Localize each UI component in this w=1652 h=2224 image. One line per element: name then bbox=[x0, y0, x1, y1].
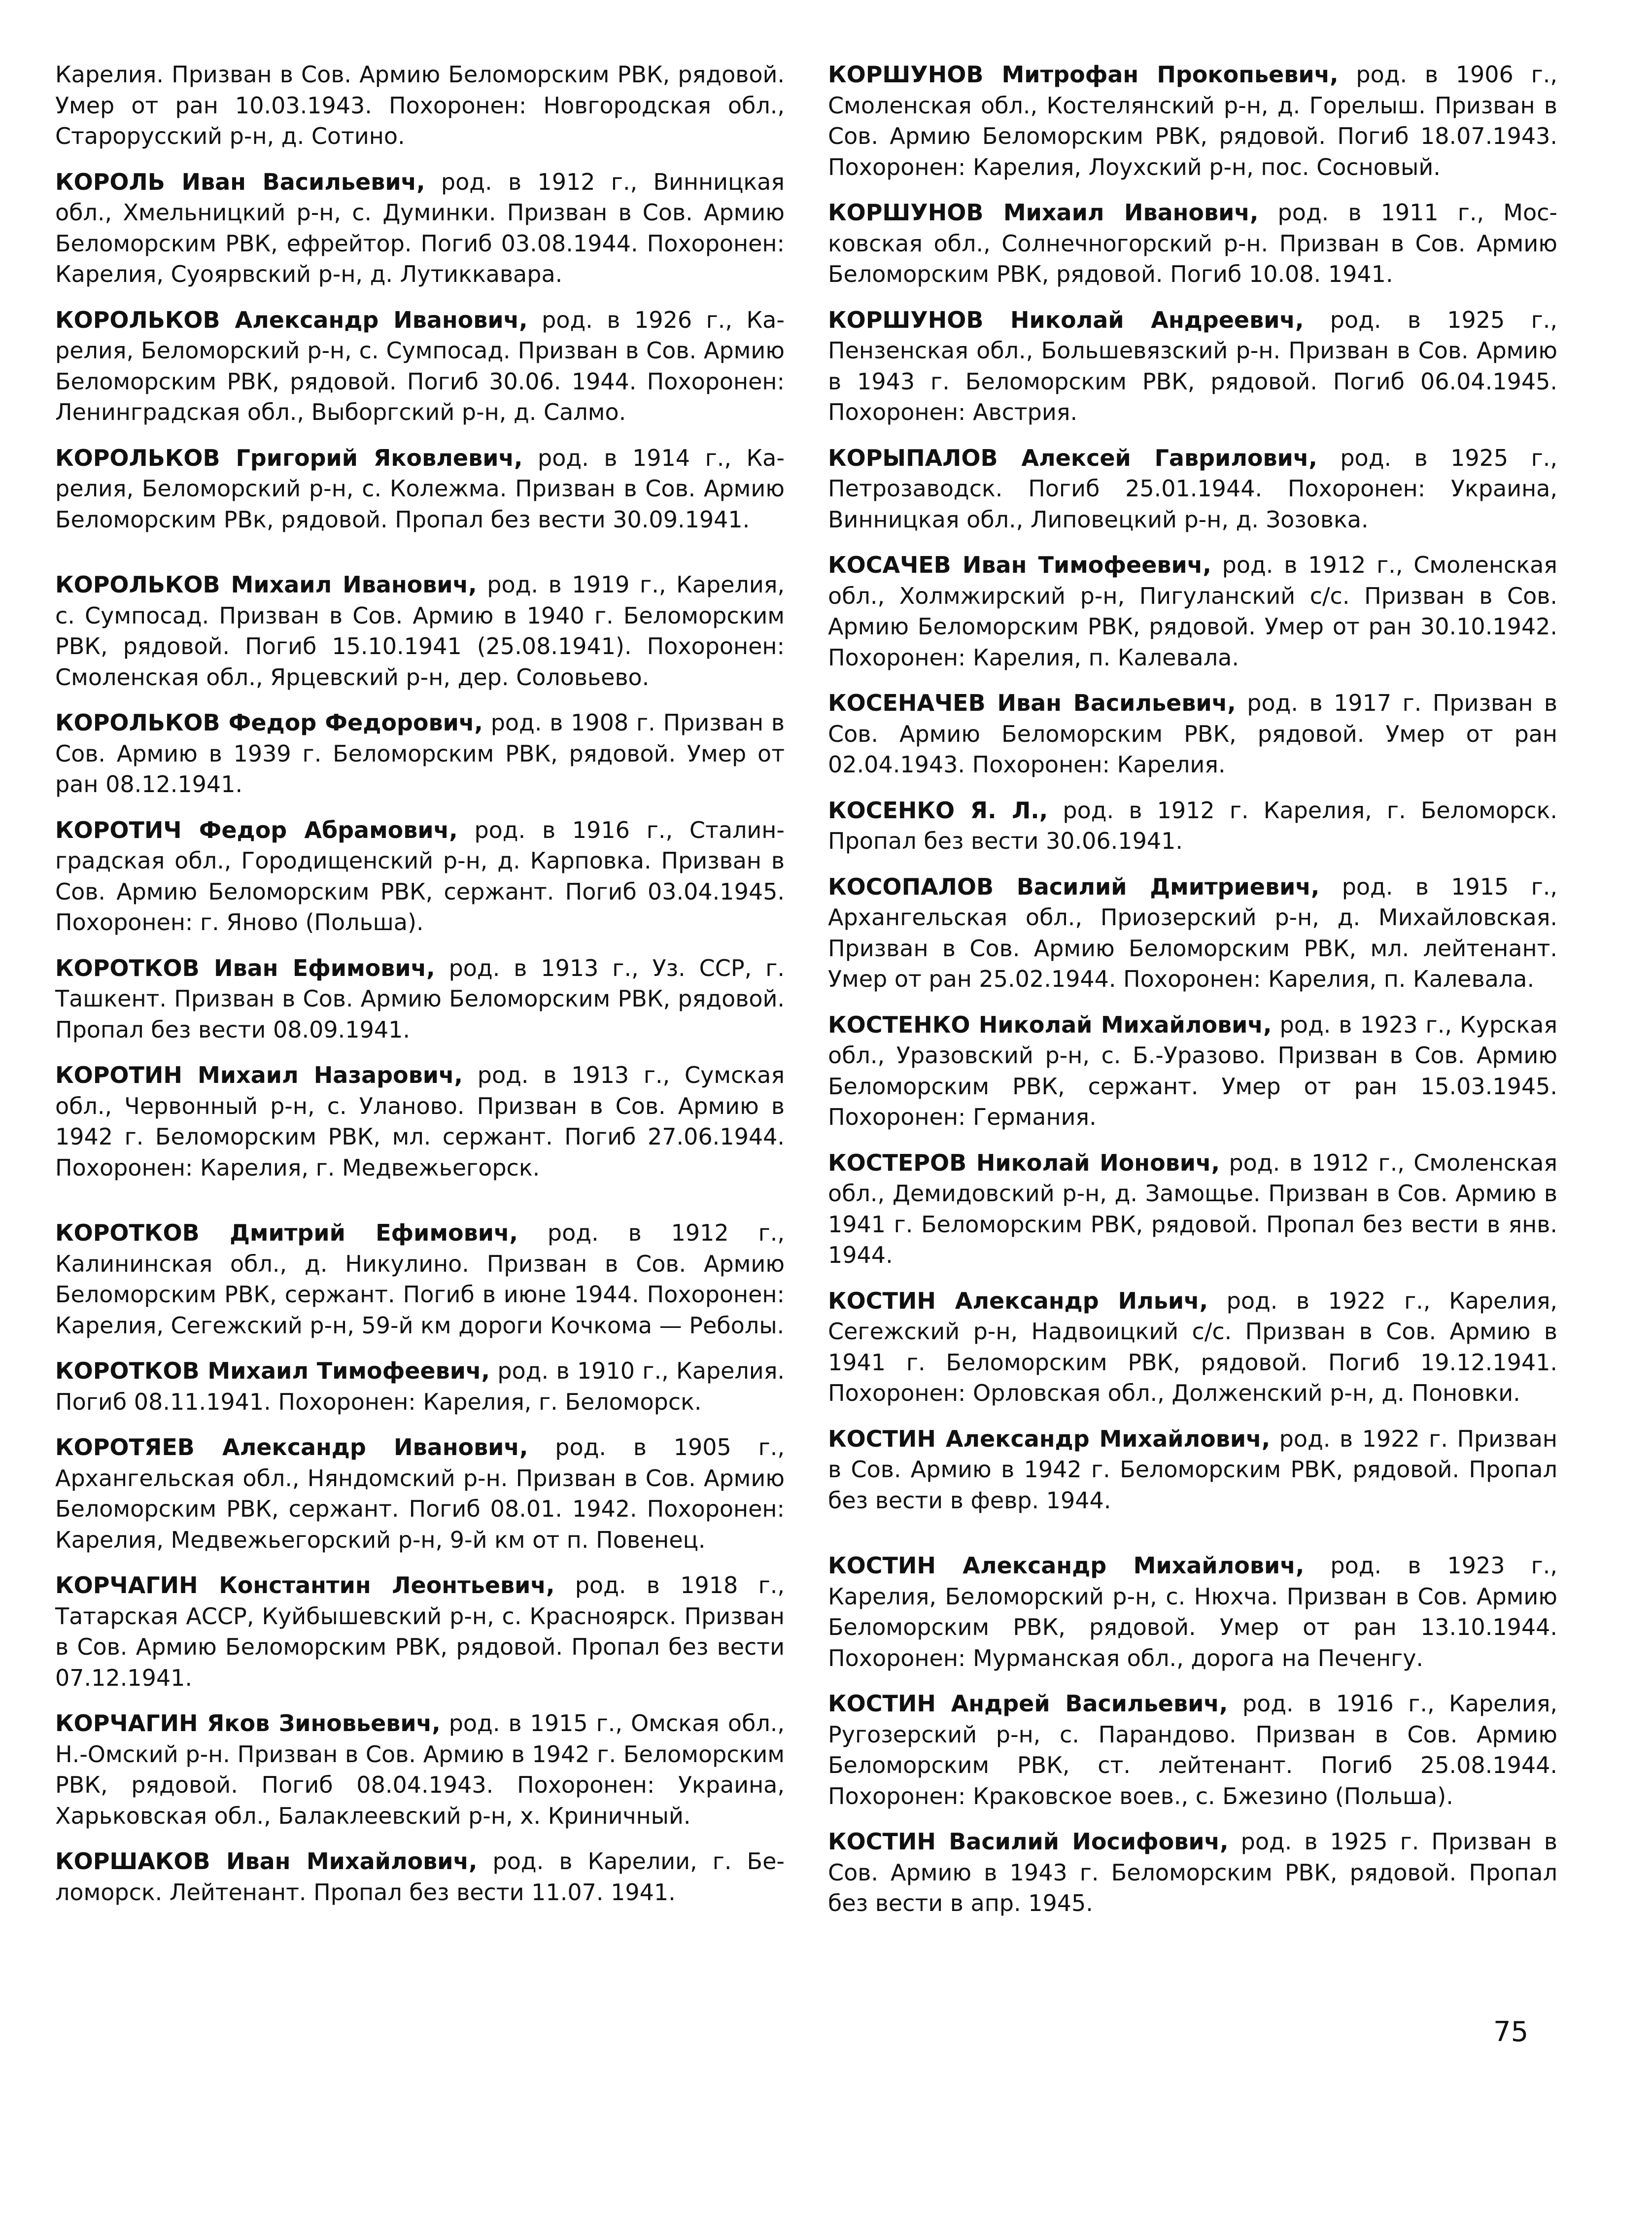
entry-name: КОСТИН Александр Михайлович, bbox=[828, 1425, 1271, 1452]
entry-text: род. в 1916 г., Сталинградская обл., Городищенский р-н, д. Карповка. Призван в Сов. Армию Беломорским РВК, сержант. Погиб 03.04.1945. Похоронен: г. Яново (Польша). bbox=[55, 816, 785, 936]
entry bbox=[828, 59, 1557, 182]
entry-text: род. в 1916 г., Карелия, Ругозерский р-н, с. Парандово. Призван в Сов. Армию Беломорским РВК, ст. лейтенант. Погиб 25.08.1944. Похоронен: Краковское воев., с. Бжезино (Польша). bbox=[828, 1690, 1557, 1809]
entry bbox=[55, 167, 785, 290]
entry-text: род. в 1910 г., Карелия. Погиб 08.11.1941. Похоронен: Карелия, г. Беломорск. bbox=[55, 1357, 785, 1415]
entry-name: КОСТИН Александр Михайлович, bbox=[828, 1552, 1305, 1579]
entry bbox=[55, 1708, 785, 1831]
entry-text: род. в 1915 г., Архангельская обл., Приозерский р-н, д. Михайловская. Призван в Сов. Армию Беломорским РВК, мл. лейтенант. Умер от ран 25.02.1944. Похоронен: Карелия, п. Калевала. bbox=[828, 873, 1557, 992]
entry-name: КОРЧАГИН Яков Зиновьевич, bbox=[55, 1710, 441, 1737]
entry-text: род. в 1906 г., Смоленская обл., Костелянский р-н, д. Горелыш. Призван в Сов. Армию Беломорским РВК, рядовой. Погиб 18.07.1943. Похоронен: Карелия, Лоухский р-н, пос. Сосновый. bbox=[828, 61, 1557, 180]
entry bbox=[55, 569, 785, 693]
entry bbox=[828, 443, 1557, 535]
entry bbox=[828, 1424, 1557, 1516]
entry-name: КОРОТИЧ Федор Абрамович, bbox=[55, 816, 458, 843]
entry-text: род. в 1918 г., Татарская АССР, Куйбышевский р-н, с. Красноярск. Призван в Сов. Армию Беломорским РВК, рядовой. Пропал без вести 07.12.1941. bbox=[55, 1572, 785, 1691]
entry bbox=[55, 953, 785, 1045]
entry bbox=[828, 871, 1557, 995]
entry-name: КОСЕНКО Я. Л., bbox=[828, 797, 1048, 824]
entry-name: КОРОЛЬКОВ Федор Федорович, bbox=[55, 709, 483, 736]
entry-text: Карелия. Призван в Сов. Армию Беломорским РВК, рядовой. Умер от ран 10.03.1943. Похоронен: Новгородская обл., Старорусский р-н, д. Сотино. bbox=[55, 61, 785, 149]
entry bbox=[55, 1060, 785, 1183]
entry bbox=[828, 1826, 1557, 1919]
entry bbox=[55, 443, 785, 535]
entry-name: КОСТИН Василий Иосифович, bbox=[828, 1828, 1229, 1855]
entry-name: КОРОТИН Михаил Назарович, bbox=[55, 1062, 463, 1088]
entry-name: КОСТЕРОВ Николай Ионович, bbox=[828, 1149, 1220, 1176]
entry-name: КОРОТКОВ Дмитрий Ефимович, bbox=[55, 1219, 518, 1246]
entry-name: КОРШУНОВ Митрофан Прокопьевич, bbox=[828, 61, 1339, 88]
entry-text: род. в 1912 г. Карелия, г. Беломорск. Пропал без вести 30.06.1941. bbox=[828, 797, 1557, 854]
entry-text: род. в 1926 г., Карелия, Беломорский р-н, с. Сумпосад. Призван в Сов. Армию Беломорским РВК, рядовой. Погиб 30.06. 1944. Похоронен: Ленинградская обл., Выборгский р-н, д. Салмо. bbox=[55, 306, 785, 425]
entry bbox=[55, 305, 785, 428]
entry bbox=[55, 1846, 785, 1908]
entry-text: род. в 1912 г., Калининская обл., д. Никулино. Призван в Сов. Армию Беломорским РВК, сержант. Погиб в июне 1944. Похоронен: Карелия, Сегежский р-н, 59-й км дороги Кочкома — Реболы. bbox=[55, 1219, 785, 1339]
entry-text: род. в Карелии, г. Беломорск. Лейтенант. Пропал без вести 11.07. 1941. bbox=[55, 1848, 785, 1906]
entry-text: род. в 1922 г. Призван в Сов. Армию в 1942 г. Беломорским РВК, рядовой. Пропал без вести в февр. 1944. bbox=[828, 1425, 1557, 1514]
right-column bbox=[828, 59, 1557, 1934]
entry-text: род. в 1905 г., Архангельская обл., Няндомский р-н. Призван в Сов. Армию Беломорским РВК, сержант. Погиб 08.01. 1942. Похоронен: Карелия, Медвежьегорский р-н, 9-й км от п. Повенец. bbox=[55, 1434, 785, 1553]
entry bbox=[55, 815, 785, 938]
entry bbox=[828, 795, 1557, 857]
entry bbox=[828, 688, 1557, 780]
entry-text: род. в 1915 г., Омская обл., Н.-Омский р-н. Призван в Сов. Армию в 1942 г. Беломорским РВК, рядовой. Погиб 08.04.1943. Похоронен: Украина, Харьковская обл., Балаклеевский р-н, х. Криничный. bbox=[55, 1710, 785, 1829]
entry-name: КОСОПАЛОВ Василий Дмитриевич, bbox=[828, 873, 1320, 900]
entry bbox=[828, 1147, 1557, 1271]
entry-name: КОСТЕНКО Николай Михайлович, bbox=[828, 1011, 1272, 1038]
entry-name: КОРШАКОВ Иван Михайлович, bbox=[55, 1848, 478, 1875]
entry bbox=[828, 1009, 1557, 1133]
entry-name: КОРОТКОВ Иван Ефимович, bbox=[55, 954, 435, 981]
entry-name: КОРОЛЬКОВ Александр Иванович, bbox=[55, 306, 528, 333]
entry-text: род. в 1914 г., Карелия, Беломорский р-н, с. Колежма. Призван в Сов. Армию Беломорским РВк, рядовой. Пропал без вести 30.09.1941. bbox=[55, 444, 785, 533]
entry bbox=[55, 1217, 785, 1341]
entry-text: род. в 1911 г., Московская обл., Солнечногорский р-н. Призван в Сов. Армию Беломорским РВК, рядовой. Погиб 10.08. 1941. bbox=[828, 199, 1557, 287]
entry-text: род. в 1913 г., Уз. ССР, г. Ташкент. Призван в Сов. Армию Беломорским РВК, рядовой. Пропал без вести 08.09.1941. bbox=[55, 954, 785, 1043]
entry-text: род. в 1922 г., Карелия, Сегежский р-н, Надвоицкий с/с. Призван в Сов. Армию в 1941 г. Беломорским РВК, рядовой. Погиб 19.12.1941. Похоронен: Орловская обл., Долженский р-н, д. Поновки. bbox=[828, 1287, 1558, 1406]
entry-name: КОСТИН Александр Ильич, bbox=[828, 1287, 1208, 1314]
entry-name: КОСТИН Андрей Васильевич, bbox=[828, 1690, 1228, 1717]
entry-text: род. в 1923 г., Карелия, Беломорский р-н, с. Нюхча. Призван в Сов. Армию Беломорским РВК, рядовой. Умер от ран 13.10.1944. Похоронен: Мурманская обл., дорога на Печенгу. bbox=[828, 1552, 1557, 1671]
entry bbox=[828, 1286, 1557, 1409]
entry-name: КОРОТЯЕВ Александр Иванович, bbox=[55, 1434, 528, 1460]
entry-name: КОРОТКОВ Михаил Тимофеевич, bbox=[55, 1357, 490, 1384]
entry-name: КОРЫПАЛОВ Алексей Гаврилович, bbox=[828, 444, 1317, 471]
entry-text: род. в 1917 г. Призван в Сов. Армию Беломорским РВК, рядовой. Умер от ран 02.04.1943. Похоронен: Карелия. bbox=[828, 690, 1557, 778]
entry-text: род. в 1913 г., Сумская обл., Червонный р-н, с. Уланово. Призван в Сов. Армию в 1942 г. Беломорским РВК, мл. сержант. Погиб 27.06.1944. Похоронен: Карелия, г. Медвежьегорск. bbox=[55, 1062, 785, 1181]
entry-text: род. в 1919 г., Карелия, с. Сумпосад. Призван в Сов. Армию в 1940 г. Беломорским РВК, рядовой. Погиб 15.10.1941 (25.08.1941). Похоронен: Смоленская обл., Ярцевский р-н, дер. Соловьево. bbox=[55, 571, 785, 691]
entry bbox=[55, 59, 785, 152]
entry bbox=[828, 1550, 1557, 1673]
entry-name: КОРШУНОВ Михаил Иванович, bbox=[828, 199, 1259, 226]
entry-name: КОРОЛЬКОВ Григорий Яковлевич, bbox=[55, 444, 523, 471]
entry-text: род. в 1925 г., Пензенская обл., Большевязский р-н. Призван в Сов. Армию в 1943 г. Беломорским РВК, рядовой. Погиб 06.04.1945. Похоронен: Австрия. bbox=[828, 306, 1557, 425]
entry-name: КОРОЛЬ Иван Васильевич, bbox=[55, 168, 425, 195]
entry-text: род. в 1923 г., Курская обл., Уразовский р-н, с. Б.-Уразово. Призван в Сов. Армию Беломорским РВК, сержант. Умер от ран 15.03.1945. Похоронен: Германия. bbox=[828, 1011, 1557, 1130]
page-number: 75 bbox=[1493, 2016, 1529, 2048]
entry-name: КОРШУНОВ Николай Андреевич, bbox=[828, 306, 1304, 333]
entry bbox=[828, 197, 1557, 290]
entry bbox=[55, 1570, 785, 1693]
entry-text: род. в 1912 г., Смоленская обл., Демидовский р-н, д. Замощье. Призван в Сов. Армию в 1941 г. Беломорским РВК, рядовой. Пропал без вести в янв. 1944. bbox=[828, 1149, 1557, 1268]
entry-text: род. в 1925 г. Призван в Сов. Армию в 1943 г. Беломорским РВК, рядовой. Пропал без вести в апр. 1945. bbox=[828, 1828, 1557, 1916]
entry bbox=[55, 1432, 785, 1555]
entry-name: КОРОЛЬКОВ Михаил Иванович, bbox=[55, 571, 477, 598]
entry-text: род. в 1912 г., Смоленская обл., Холмжирский р-н, Пигуланский с/с. Призван в Сов. Армию Беломорским РВК, рядовой. Умер от ран 30.10.1942. Похоронен: Карелия, п. Калевала. bbox=[828, 552, 1557, 671]
left-column bbox=[55, 59, 785, 1922]
entry bbox=[55, 1355, 785, 1417]
entry bbox=[828, 550, 1557, 673]
entry-text: род. в 1925 г., Петрозаводск. Погиб 25.01.1944. Похоронен: Украина, Винницкая обл., Липовецкий р-н, д. Зозовка. bbox=[828, 444, 1557, 533]
entry-text: род. в 1908 г. Призван в Сов. Армию в 1939 г. Беломорским РВК, рядовой. Умер от ран 08.12.1941. bbox=[55, 709, 785, 798]
entry bbox=[55, 707, 785, 800]
entry-text: род. в 1912 г., Винницкая обл., Хмельницкий р-н, с. Думинки. Призван в Сов. Армию Беломорским РВК, ефрейтор. Погиб 03.08.1944. Похоронен: Карелия, Суоярвский р-н, д. Лутиккавара. bbox=[55, 168, 785, 287]
entry-name: КОСЕНАЧЕВ Иван Васильевич, bbox=[828, 690, 1236, 716]
entry bbox=[828, 1688, 1557, 1811]
entry bbox=[828, 305, 1557, 428]
entry-name: КОРЧАГИН Константин Леонтьевич, bbox=[55, 1572, 555, 1598]
entry-name: КОСАЧЕВ Иван Тимофеевич, bbox=[828, 552, 1211, 578]
